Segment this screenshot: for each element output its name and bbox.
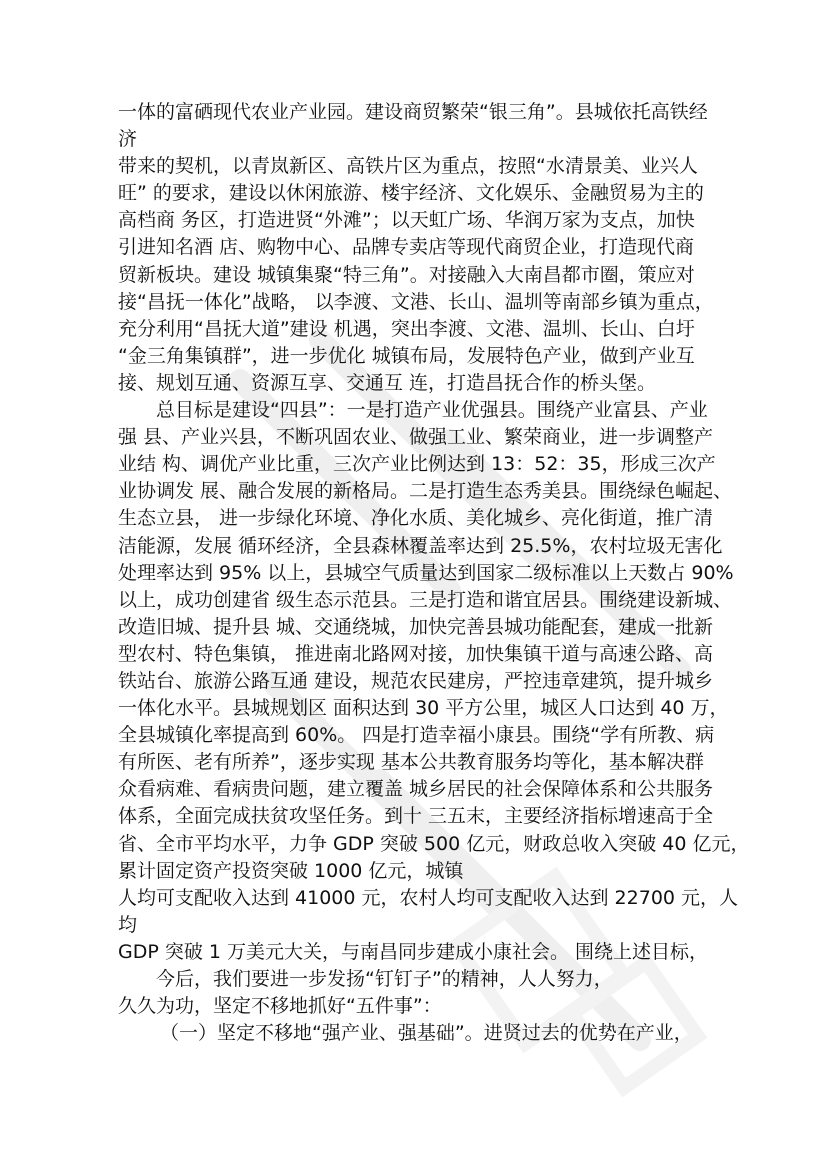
text-line: 全县城镇化率提高到 60%。 四是打造幸福小康县。围绕“学有所教、病	[118, 724, 715, 747]
text-line: 贸新板块。建设 城镇集聚“特三角”。对接融入大南昌都市圈，策应对	[118, 263, 695, 286]
text-line: 久久为功，坚定不移地抓好“五件事”：	[118, 995, 442, 1018]
text-line: 带来的契机，以青岚新区、高铁片区为重点，按照“水清景美、业兴人	[118, 155, 698, 178]
text-line: 高档商 务区，打造进贤“外滩”；以天虹广场、华润万家为支点，加快	[118, 209, 695, 232]
text-line: 一体化水平。县城规划区 面积达到 30 平方公里，城区人口达到 40 万，	[118, 697, 729, 720]
text-line: 有所医、老有所养”，逐步实现 基本公共教育服务均等化，基本解决群	[118, 751, 704, 774]
text-line: “金三角集镇群”，进一步优化 城镇布局，发展特色产业，做到产业互	[118, 344, 695, 367]
text-line: 型农村、特色集镇， 推进南北路网对接，加快集镇干道与高速公路、高	[118, 642, 714, 665]
text-line: 累计固定资产投资突破 1000 亿元，城镇	[118, 859, 464, 882]
text-line: 体系，全面完成扶贫攻坚任务。到十 三五末，主要经济指标增速高于全	[118, 805, 714, 828]
text-line: 充分利用“昌抚大道”建设 机遇，突出李渡、文港、温圳、长山、白圩	[118, 317, 695, 340]
text-line: 以上，成功创建省 级生态示范县。三是打造和谐宜居县。围绕建设新城、	[118, 588, 733, 611]
text-line: 洁能源，发展 循环经济，全县森林覆盖率达到 25.5%，农村垃圾无害化	[118, 534, 723, 557]
text-line: 业协调发 展、融合发展的新格局。二是打造生态秀美县。围绕绿色崛起、	[118, 480, 733, 503]
text-line: （一）坚定不移地“强产业、强基础”。进贤过去的优势在产业，	[160, 1022, 693, 1045]
text-line: 强 县、产业兴县，不断巩固农业、做强工业、繁荣商业，进一步调整产	[118, 426, 714, 449]
text-line: 省、全市平均水平，力争 GDP 突破 500 亿元，财政总收入突破 40 亿元，	[118, 832, 750, 855]
text-line: 改造旧城、提升县 城、交通绕城，加快完善县城功能配套，建成一批新	[118, 615, 714, 638]
text-line: 人均可支配收入达到 41000 元，农村人均可支配收入达到 22700 元，人	[118, 886, 739, 909]
text-line: 今后，我们要进一步发扬“钉钉子”的精神，人人努力，	[156, 968, 613, 990]
text-line: 接“昌抚一体化”战略， 以李渡、文港、长山、温圳等南部乡镇为重点，	[118, 290, 714, 313]
text-line: 均	[118, 913, 138, 936]
text-line: 引进知名酒 店、购物中心、品牌专卖店等现代商贸企业，打造现代商	[118, 236, 695, 259]
text-line: 旺” 的要求，建设以休闲旅游、楼宇经济、文化娱乐、金融贸易为主的	[118, 182, 704, 205]
document-body	[118, 99, 750, 1047]
text-line: 处理率达到 95% 以上，县城空气质量达到国家二级标准以上天数占 90%	[118, 561, 734, 584]
text-line: GDP 突破 1 万美元大关，与南昌同步建成小康社会。 围绕上述目标，	[118, 940, 709, 963]
text-line: 总目标是建设“四县”：一是打造产业优强县。围绕产业富县、产业	[156, 399, 708, 422]
text-line: 一体的富硒现代农业产业园。建设商贸繁荣“银三角”。县城依托高铁经	[118, 101, 708, 123]
text-line: 接、规划互通、资源互享、交通互 连，打造昌抚合作的桥头堡。	[118, 371, 657, 394]
text-line: 生态立县， 进一步绿化环境、净化水质、美化城乡、亮化街道，推广清	[118, 507, 714, 530]
text-line: 济	[118, 128, 138, 151]
text-line: 铁站台、旅游公路互通 建设，规范农民建房，严控违章建筑，提升城乡	[118, 669, 714, 692]
text-line: 众看病难、看病贵问题，建立覆盖 城乡居民的社会保障体系和公共服务	[118, 778, 714, 801]
text-line: 业结 构、调优产业比重，三次产业比例达到 13：52：35，形成三次产	[118, 453, 716, 476]
